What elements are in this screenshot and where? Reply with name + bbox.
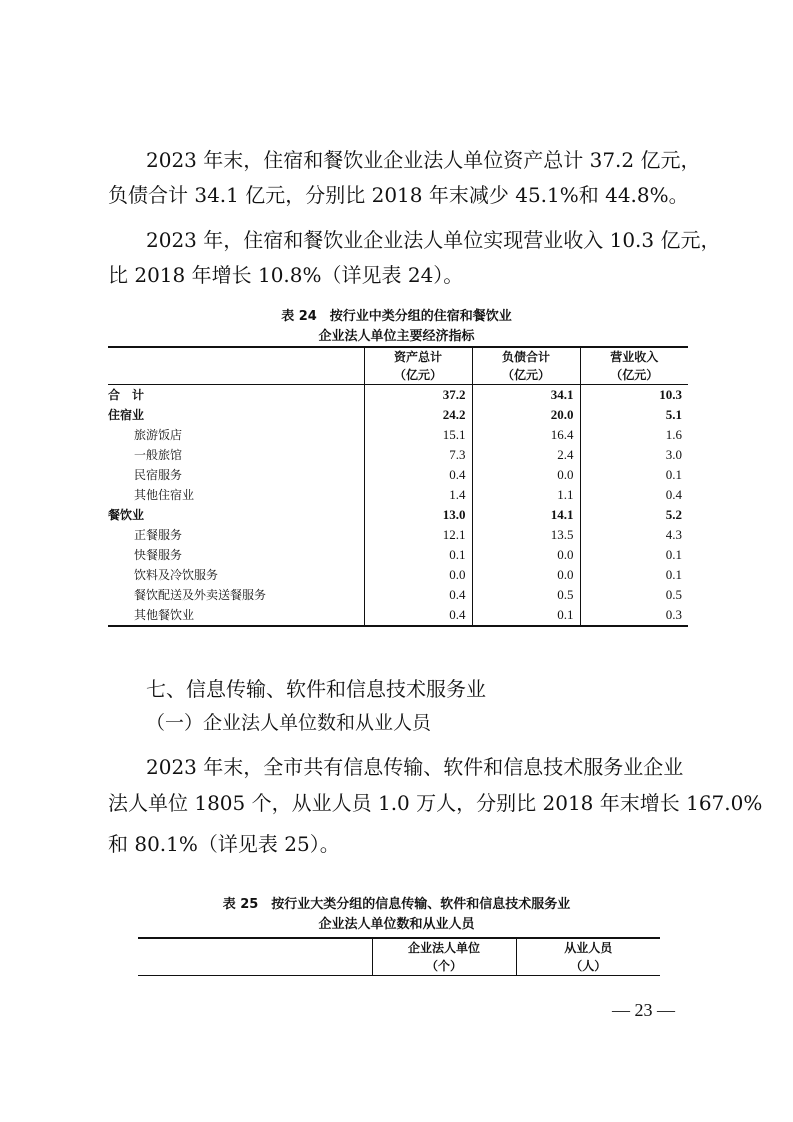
row-value: 34.1 xyxy=(472,385,580,406)
row-value: 0.0 xyxy=(472,545,580,565)
table24-header-liabilities: 负债合计 xyxy=(472,347,580,366)
row-value: 13.0 xyxy=(364,505,472,525)
table-row xyxy=(108,445,688,465)
table-row xyxy=(108,405,688,425)
row-value: 0.4 xyxy=(364,605,472,626)
table-row xyxy=(108,525,688,545)
table24-header-assets: 资产总计 xyxy=(364,347,472,366)
row-value: 0.0 xyxy=(472,565,580,585)
table-row xyxy=(108,585,688,605)
table-row xyxy=(108,565,688,585)
row-label: 旅游饭店 xyxy=(134,428,183,442)
table25-header-employees-unit: （人） xyxy=(516,957,660,976)
row-value: 0.4 xyxy=(364,585,472,605)
row-value: 5.2 xyxy=(580,505,688,525)
row-label: 餐饮业 xyxy=(108,508,145,522)
row-value: 0.3 xyxy=(580,605,688,626)
row-value: 0.1 xyxy=(580,545,688,565)
paragraph-2-line-1: 2023 年，住宿和餐饮业企业法人单位实现营业收入 10.3 亿元， xyxy=(146,228,721,252)
table25 xyxy=(138,937,660,976)
paragraph-3-line-1: 2023 年末，全市共有信息传输、软件和信息技术服务业企业 xyxy=(146,755,684,779)
row-value: 7.3 xyxy=(364,445,472,465)
row-value: 16.4 xyxy=(472,425,580,445)
row-label: 正餐服务 xyxy=(134,528,183,542)
row-value: 37.2 xyxy=(364,385,472,406)
row-value: 1.1 xyxy=(472,485,580,505)
row-value: 0.1 xyxy=(472,605,580,626)
row-value: 0.4 xyxy=(580,485,688,505)
row-label: 住宿业 xyxy=(108,408,145,422)
table-row xyxy=(108,485,688,505)
table-row xyxy=(108,425,688,445)
row-label: 餐饮配送及外卖送餐服务 xyxy=(134,588,267,602)
table24-header-assets-unit: （亿元） xyxy=(364,366,472,385)
table24-caption-line-1: 表 24 按行业中类分组的住宿和餐饮业 xyxy=(281,309,512,324)
row-label: 饮料及冷饮服务 xyxy=(134,568,219,582)
table24-header-revenue-unit: （亿元） xyxy=(580,366,688,385)
paragraph-1-line-1: 2023 年末，住宿和餐饮业企业法人单位资产总计 37.2 亿元， xyxy=(146,148,701,172)
row-label: 其他餐饮业 xyxy=(134,608,195,622)
table25-header-units: 企业法人单位 xyxy=(372,938,516,957)
row-label: 其他住宿业 xyxy=(134,488,195,502)
row-value: 1.4 xyxy=(364,485,472,505)
row-value: 15.1 xyxy=(364,425,472,445)
row-label: 快餐服务 xyxy=(134,548,183,562)
row-value: 5.1 xyxy=(580,405,688,425)
row-value: 12.1 xyxy=(364,525,472,545)
row-value: 0.0 xyxy=(364,565,472,585)
row-value: 2.4 xyxy=(472,445,580,465)
table25-header-units-unit: （个） xyxy=(372,957,516,976)
row-value: 0.4 xyxy=(364,465,472,485)
row-value: 0.5 xyxy=(580,585,688,605)
paragraph-3-line-2: 法人单位 1805 个，从业人员 1.0 万人，分别比 2018 年末增长 167.0% xyxy=(108,791,763,815)
table-row xyxy=(108,605,688,626)
page-number: — 23 — xyxy=(612,1000,675,1020)
row-value: 0.1 xyxy=(580,565,688,585)
table24-header-liabilities-unit: （亿元） xyxy=(472,366,580,385)
table24-header-revenue: 营业收入 xyxy=(580,347,688,366)
row-value: 0.5 xyxy=(472,585,580,605)
table25-header-blank xyxy=(138,938,372,957)
table-row xyxy=(108,505,688,525)
table-row xyxy=(108,545,688,565)
row-label: 民宿服务 xyxy=(134,468,183,482)
table24-caption-line-2: 企业法人单位主要经济指标 xyxy=(318,329,475,344)
table24 xyxy=(108,346,688,627)
section-heading: 七、信息传输、软件和信息技术服务业 xyxy=(146,677,486,701)
table-row xyxy=(108,385,688,406)
row-value: 1.6 xyxy=(580,425,688,445)
table25-caption-line-1: 表 25 按行业大类分组的信息传输、软件和信息技术服务业 xyxy=(222,897,571,912)
paragraph-1-line-2: 负债合计 34.1 亿元，分别比 2018 年末减少 45.1%和 44.8%。 xyxy=(108,183,689,207)
row-value: 13.5 xyxy=(472,525,580,545)
row-value: 0.1 xyxy=(580,465,688,485)
subsection-heading: （一）企业法人单位数和从业人员 xyxy=(146,712,432,734)
row-value: 0.1 xyxy=(364,545,472,565)
row-value: 14.1 xyxy=(472,505,580,525)
row-label: 一般旅馆 xyxy=(134,448,183,462)
row-value: 20.0 xyxy=(472,405,580,425)
row-label: 合 计 xyxy=(108,388,145,402)
row-value: 3.0 xyxy=(580,445,688,465)
table25-caption-line-2: 企业法人单位数和从业人员 xyxy=(318,917,475,932)
row-value: 24.2 xyxy=(364,405,472,425)
table25-header-employees: 从业人员 xyxy=(516,938,660,957)
row-value: 10.3 xyxy=(580,385,688,406)
table24-header-blank xyxy=(108,347,364,366)
row-value: 0.0 xyxy=(472,465,580,485)
paragraph-2-line-2: 比 2018 年增长 10.8%（详见表 24）。 xyxy=(108,263,464,287)
table-row xyxy=(108,465,688,485)
paragraph-3-line-3: 和 80.1%（详见表 25）。 xyxy=(108,832,340,856)
row-value: 4.3 xyxy=(580,525,688,545)
